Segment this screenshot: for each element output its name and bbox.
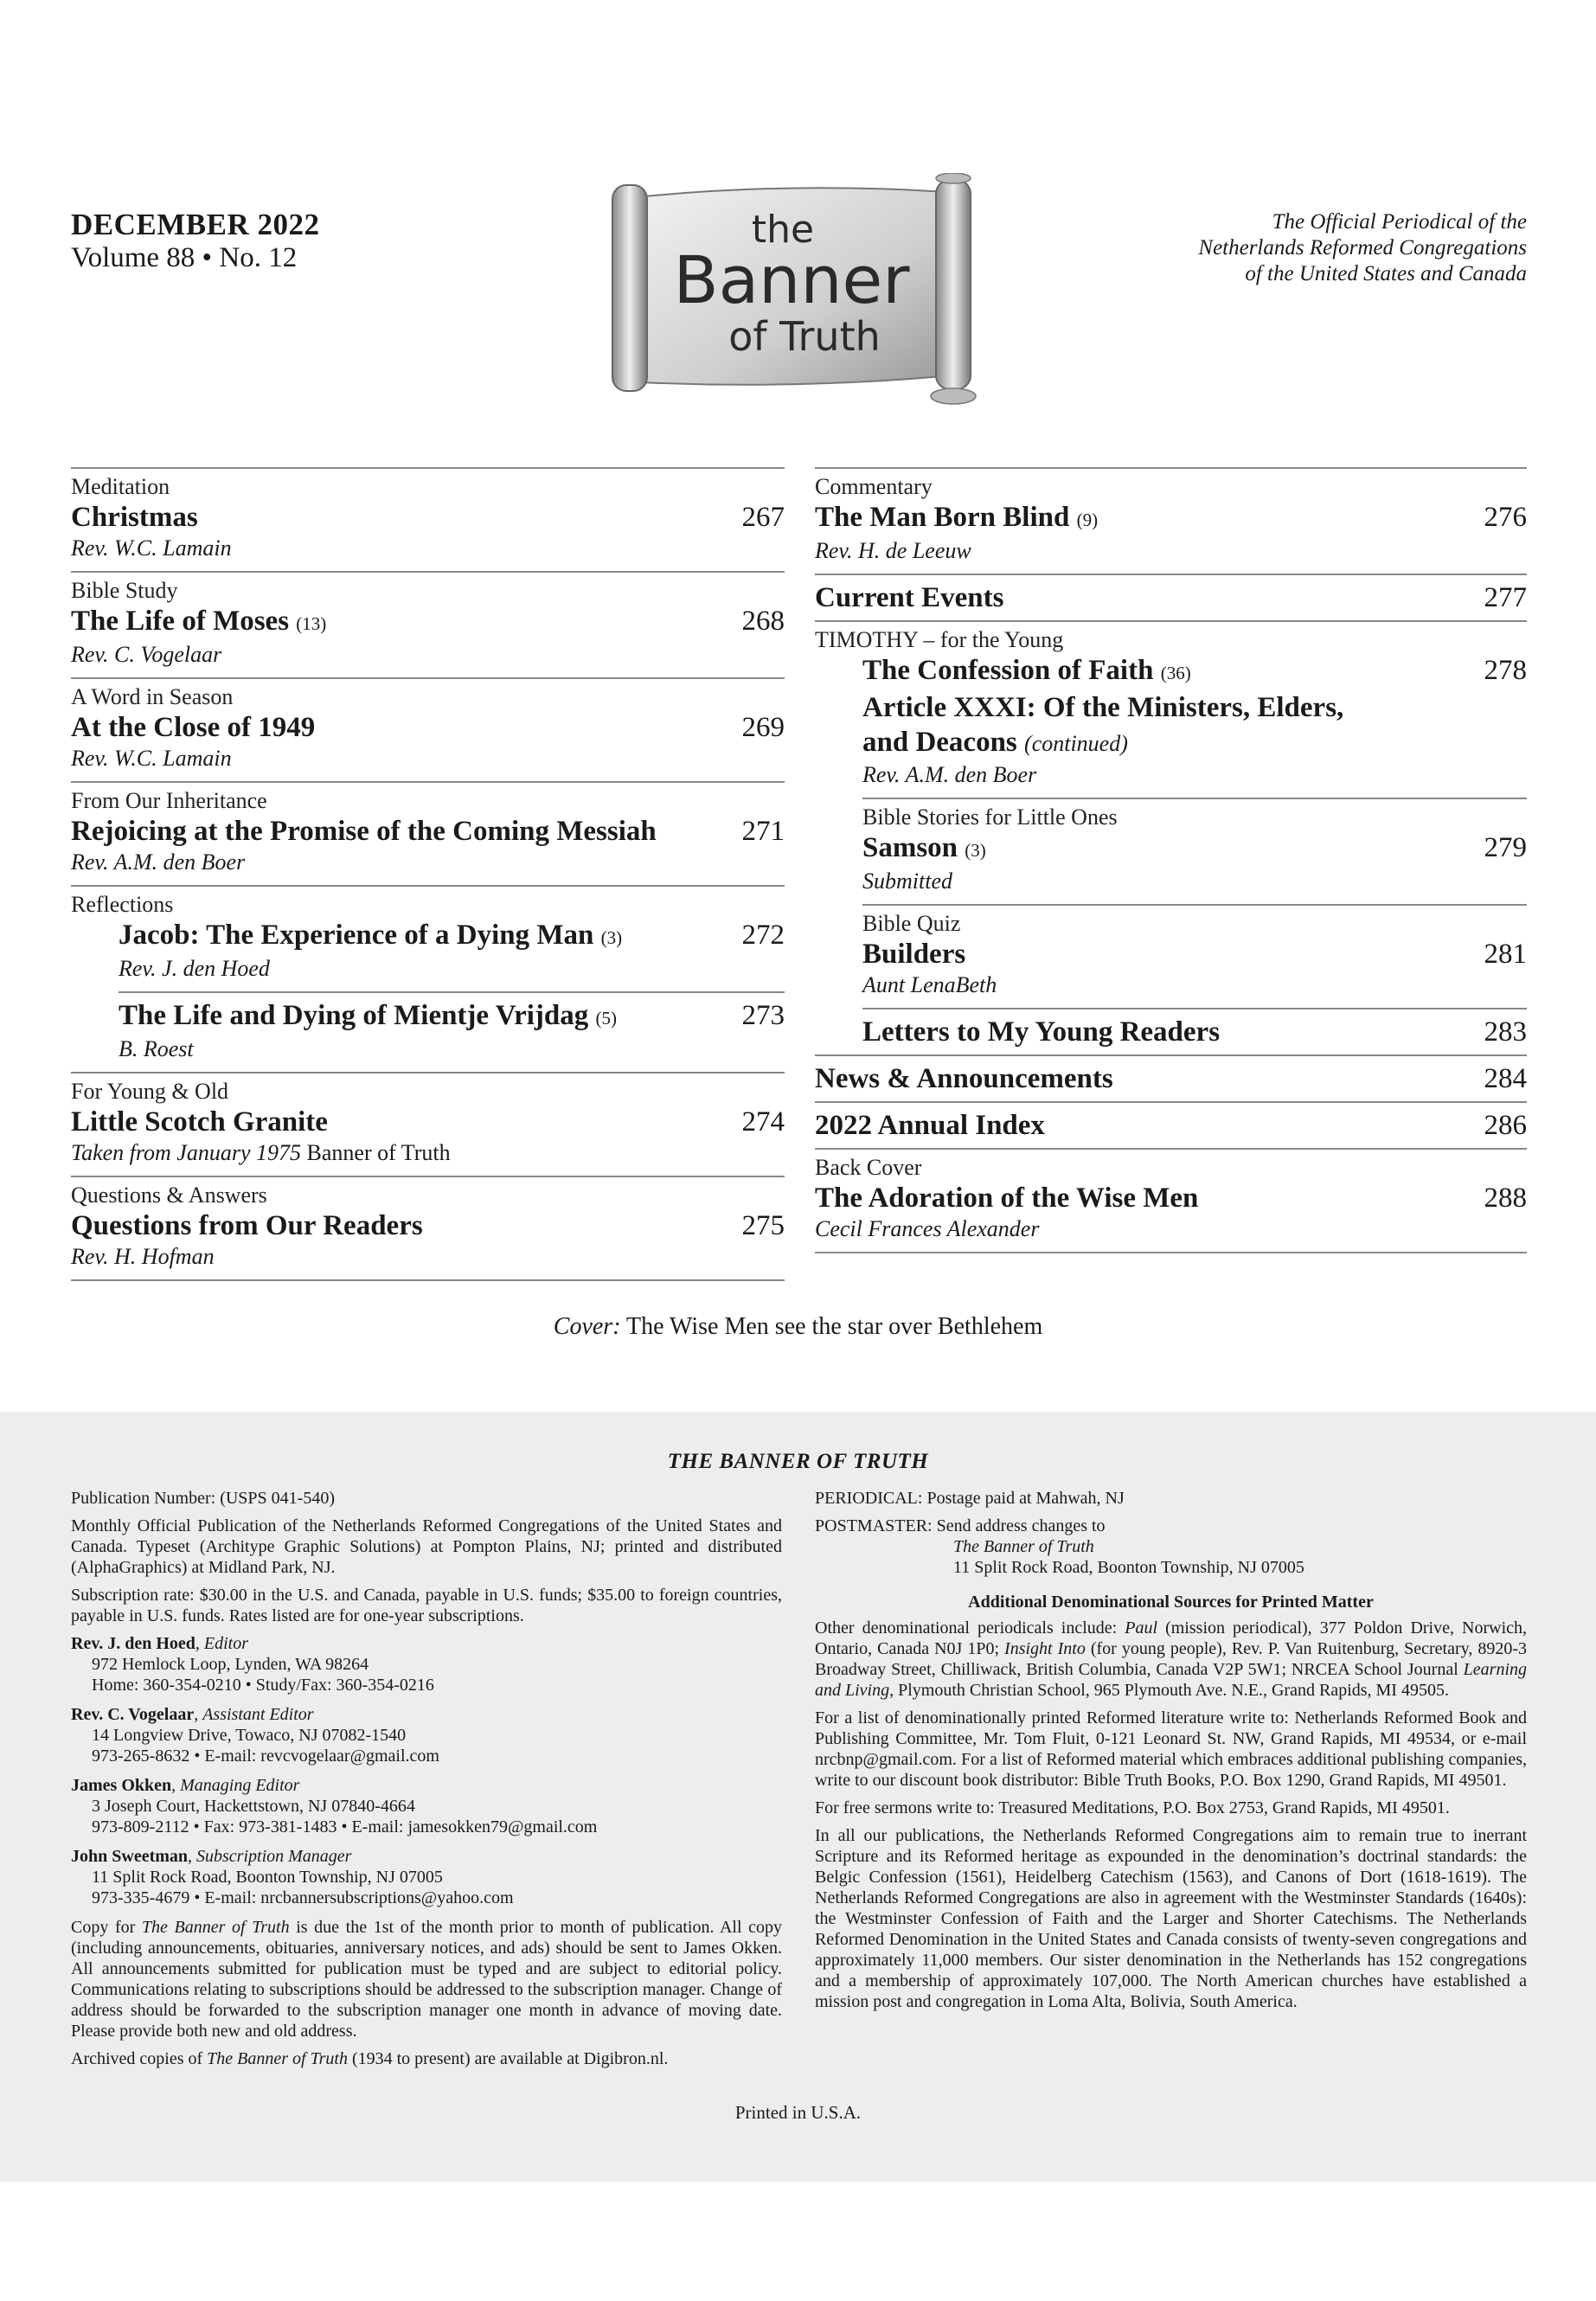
toc-subtitle: and Deacons bbox=[862, 727, 1017, 758]
toc-entry[interactable] bbox=[815, 620, 1527, 798]
tagline-line: of the United States and Canada bbox=[1245, 262, 1527, 285]
footer-right-column bbox=[815, 1488, 1527, 2019]
printed-in: Printed in U.S.A. bbox=[734, 2102, 862, 2123]
toc-entry[interactable] bbox=[815, 467, 1527, 574]
toc-category: Meditation bbox=[71, 474, 170, 499]
toc-entry[interactable] bbox=[862, 904, 1527, 1008]
toc-page: 283 bbox=[1484, 1016, 1527, 1048]
literature-note: For a list of denominationally printed Reformed literature write to: Netherlands Reformed Book and Publishing Committee, Mr. Tom Fluit, 0-121 Leonard St. NW, Grand Rapids, MI 49534, or e-mail nrcbnp@gmail.com. For a list of Reformed material which embraces additional publishing companies, write to our discount book distributor: Bible Truth Books, P.O. Box 1290, Grand Rapids, MI 49501. bbox=[815, 1708, 1527, 1790]
toc-title: Rejoicing at the Promise of the Coming Messiah bbox=[71, 816, 657, 847]
toc-title: Questions from Our Readers bbox=[71, 1210, 423, 1241]
toc-title: Builders bbox=[862, 939, 966, 970]
staff-subscription-manager: John Sweetman, Subscription Manager 11 Split Rock Road, Boonton Township, NJ 07005 973-335-4679 • E-mail: nrcbannersubscriptions@yahoo.com bbox=[71, 1847, 514, 1907]
toc-title: The Adoration of the Wise Men bbox=[815, 1183, 1199, 1214]
toc-page: 271 bbox=[741, 816, 785, 847]
toc-part: (13) bbox=[296, 613, 327, 634]
toc-author: Rev. A.M. den Boer bbox=[862, 762, 1037, 787]
footer-left-column bbox=[71, 1488, 782, 2076]
toc-page: 276 bbox=[1484, 502, 1527, 533]
toc-author: Rev. C. Vogelaar bbox=[71, 642, 222, 667]
toc-author: Rev. W.C. Lamain bbox=[71, 746, 232, 771]
toc-right-column bbox=[815, 467, 1527, 1253]
toc-title: The Life of Moses bbox=[71, 606, 290, 637]
toc-title: Little Scotch Granite bbox=[71, 1106, 328, 1138]
toc-author: Rev. A.M. den Boer bbox=[71, 849, 246, 875]
pub-number: Publication Number: (USPS 041-540) bbox=[71, 1489, 335, 1508]
scroll-icon bbox=[597, 173, 986, 407]
staff-assistant-editor: Rev. C. Vogelaar, Assistant Editor 14 Longview Drive, Towaco, NJ 07082-1540 973-265-8632 • E-mail: revcvogelaar@gmail.com bbox=[71, 1705, 439, 1766]
toc-category: Bible Stories for Little Ones bbox=[862, 804, 1118, 830]
sources-periodicals: Other denominational periodicals include: Paul (mission periodical), 377 Poldon Drive, Norwich, Ontario, Canada N0J 1P0; Insight Into (for young people), Rev. P. Van Ruitenburg, Secretary, 8920-3 Broadway Street, Chilliwack, British Columbia, Canada V2P 5W1; NRCEA School Journal Learning and Living, Plymouth Christian School, 965 Plymouth Ave. N.E., Grand Rapids, MI 49505. bbox=[815, 1618, 1528, 1700]
toc-page: 269 bbox=[741, 712, 785, 743]
toc-part: (36) bbox=[1160, 663, 1191, 683]
toc-part: (3) bbox=[600, 927, 623, 948]
toc-title: Samson bbox=[862, 832, 958, 863]
toc-category: Reflections bbox=[71, 892, 174, 917]
toc-title: News & Announcements bbox=[815, 1063, 1113, 1094]
toc-category: Bible Study bbox=[71, 578, 178, 603]
toc-entry[interactable] bbox=[815, 1101, 1527, 1148]
toc-author: Rev. J. den Hoed bbox=[119, 956, 270, 981]
toc-category: Questions & Answers bbox=[71, 1183, 267, 1208]
toc-category: For Young & Old bbox=[71, 1079, 229, 1104]
toc-author: Rev. H. Hofman bbox=[71, 1244, 215, 1269]
copy-policy: Copy for The Banner of Truth is due the 1st of the month prior to month of publication. All copy (including announcements, obituaries, anniversary notices, and ads) should be sent to James Okken. All announcements submitted for publication must be typed and are subject to editorial policy. Communications relating to subscriptions should be addressed to the subscription manager. Change of address should be forwarded to the subscription manager one month in advance of moving date. Please provide both new and old address. bbox=[71, 1918, 783, 2041]
toc-category: A Word in Season bbox=[71, 684, 234, 709]
masthead-footer bbox=[0, 1412, 1596, 2182]
toc-part: (5) bbox=[595, 1008, 618, 1029]
toc-subtitle: Article XXXI: Of the Ministers, Elders, bbox=[862, 692, 1344, 723]
logo-text-banner: Banner bbox=[673, 241, 910, 318]
toc-entry[interactable] bbox=[815, 1054, 1527, 1101]
cover-label: Cover: bbox=[553, 1313, 621, 1340]
toc-entry[interactable] bbox=[119, 991, 785, 1072]
toc-category: TIMOTHY – for the Young bbox=[815, 627, 1064, 652]
toc-entry[interactable] bbox=[71, 467, 785, 571]
tagline-line: The Official Periodical of the bbox=[1272, 210, 1527, 234]
toc-author: Submitted bbox=[862, 868, 952, 894]
toc-title: At the Close of 1949 bbox=[71, 712, 316, 743]
toc-page: 281 bbox=[1484, 939, 1527, 970]
toc-title: Christmas bbox=[71, 502, 198, 533]
toc-title: Jacob: The Experience of a Dying Man bbox=[119, 920, 594, 951]
about-note: In all our publications, the Netherlands Reformed Congregations aim to remain true to inerrant Scripture and its Reformed heritage as expounded in the denomination’s doctrinal standards: the Belgic Confession (1561), Heidelberg Catechism (1563), and Canons of Dort (1618-1619). The Netherlands Reformed Congregations are also in agreement with the Westminster Standards (1640s): the Westminster Confession of Faith and the Larger and Shorter Catechisms. The Netherlands Reformed Denomination in the United States and Canada consists of twenty-seven congregations and approximately 11,000 members. Our sister denomination in the Netherlands has 152 congregations and a membership of approximately 107,000. The North American churches have established a mission post and congregation in Loma Alta, Bolivia, South America. bbox=[815, 1826, 1527, 2011]
cover-caption bbox=[0, 1313, 1596, 1341]
logo-text-the: the bbox=[751, 208, 815, 252]
toc-author: Rev. H. de Leeuw bbox=[815, 538, 971, 563]
toc-entry[interactable] bbox=[71, 1176, 785, 1281]
toc-entry[interactable] bbox=[815, 574, 1527, 620]
toc-page: 274 bbox=[741, 1106, 785, 1138]
toc-page: 286 bbox=[1484, 1110, 1527, 1141]
toc-title: The Confession of Faith bbox=[862, 655, 1154, 686]
toc-title: Current Events bbox=[815, 582, 1004, 613]
toc-page: 267 bbox=[741, 502, 785, 533]
toc-note: (continued) bbox=[1024, 731, 1128, 756]
toc-entry[interactable] bbox=[71, 571, 785, 677]
toc-page: 279 bbox=[1484, 832, 1527, 863]
toc-title: 2022 Annual Index bbox=[815, 1110, 1045, 1141]
toc-author: Aunt LenaBeth bbox=[862, 972, 997, 997]
toc-entry[interactable] bbox=[71, 1072, 785, 1176]
toc-category: From Our Inheritance bbox=[71, 788, 267, 813]
toc-page: 277 bbox=[1484, 582, 1527, 613]
cover-text: The Wise Men see the star over Bethlehem bbox=[626, 1313, 1043, 1340]
toc-author: B. Roest bbox=[119, 1036, 194, 1061]
toc-category: Back Cover bbox=[815, 1155, 922, 1180]
issue-month: DECEMBER 2022 bbox=[71, 208, 320, 241]
toc-entry[interactable] bbox=[862, 798, 1527, 904]
toc-left-column bbox=[71, 467, 785, 1281]
toc-page: 284 bbox=[1484, 1063, 1527, 1094]
masthead-tagline bbox=[1077, 209, 1527, 287]
toc-page: 278 bbox=[1484, 655, 1527, 686]
toc-page: 268 bbox=[741, 606, 785, 637]
periodical-note: PERIODICAL: Postage paid at Mahwah, NJ bbox=[815, 1489, 1125, 1508]
toc-page: 273 bbox=[741, 1000, 785, 1031]
archived-note: Archived copies of The Banner of Truth (1934 to present) are available at Digibron.nl. bbox=[71, 2049, 669, 2068]
toc-author: Cecil Frances Alexander bbox=[815, 1216, 1040, 1241]
toc-title: Letters to My Young Readers bbox=[862, 1016, 1221, 1048]
logo-text-of-truth: of Truth bbox=[728, 313, 881, 360]
sermons-note: For free sermons write to: Treasured Meditations, P.O. Box 2753, Grand Rapids, MI 49501. bbox=[815, 1798, 1450, 1817]
sources-heading: Additional Denominational Sources for Printed Matter bbox=[968, 1593, 1374, 1612]
tagline-line: Netherlands Reformed Congregations bbox=[1198, 236, 1527, 260]
toc-entry[interactable] bbox=[815, 1148, 1527, 1253]
postmaster-note: POSTMASTER: Send address changes to The Banner of Truth 11 Split Rock Road, Boonton Township, NJ 07005 bbox=[815, 1516, 1304, 1577]
subscription-rate: Subscription rate: $30.00 in the U.S. and Canada, payable in U.S. funds; $35.00 to foreign countries, payable in U.S. funds. Rates listed are for one-year subscriptions. bbox=[71, 1586, 782, 1625]
staff-managing-editor: James Okken, Managing Editor 3 Joseph Court, Hackettstown, NJ 07840-4664 973-809-2112 • Fax: 973-381-1483 • E-mail: jamesokken79@gmail.com bbox=[71, 1776, 598, 1836]
toc-page: 272 bbox=[741, 920, 785, 951]
toc-part: (9) bbox=[1076, 510, 1099, 530]
monthly-note: Monthly Official Publication of the Netherlands Reformed Congregations of the United States and Canada. Typeset (Architype Graphic Solutions) at Pompton Plains, NJ; printed and distributed (AlphaGraphics) at Midland Park, NJ. bbox=[71, 1516, 782, 1577]
toc-title: The Man Born Blind bbox=[815, 502, 1070, 533]
toc-entry[interactable] bbox=[71, 677, 785, 781]
toc-category: Commentary bbox=[815, 474, 933, 499]
toc-author: Taken from January 1975 Banner of Truth bbox=[71, 1140, 451, 1165]
toc-part: (3) bbox=[965, 840, 986, 861]
toc-entry[interactable] bbox=[71, 885, 785, 991]
toc-page: 275 bbox=[741, 1210, 785, 1241]
banner-of-truth-logo bbox=[597, 173, 986, 407]
footer-title: THE BANNER OF TRUTH bbox=[667, 1450, 929, 1473]
toc-entry[interactable] bbox=[862, 1008, 1527, 1054]
toc-entry[interactable] bbox=[71, 781, 785, 885]
toc-author: Rev. W.C. Lamain bbox=[71, 535, 232, 561]
staff-editor: Rev. J. den Hoed, Editor 972 Hemlock Loop, Lynden, WA 98264 Home: 360-354-0210 • Study/Fax: 360-354-0216 bbox=[71, 1634, 434, 1695]
toc-category: Bible Quiz bbox=[862, 911, 961, 936]
issue-volume: Volume 88 • No. 12 bbox=[71, 242, 298, 273]
toc-title: The Life and Dying of Mientje Vrijdag bbox=[119, 1000, 589, 1031]
toc-page: 288 bbox=[1484, 1183, 1527, 1214]
